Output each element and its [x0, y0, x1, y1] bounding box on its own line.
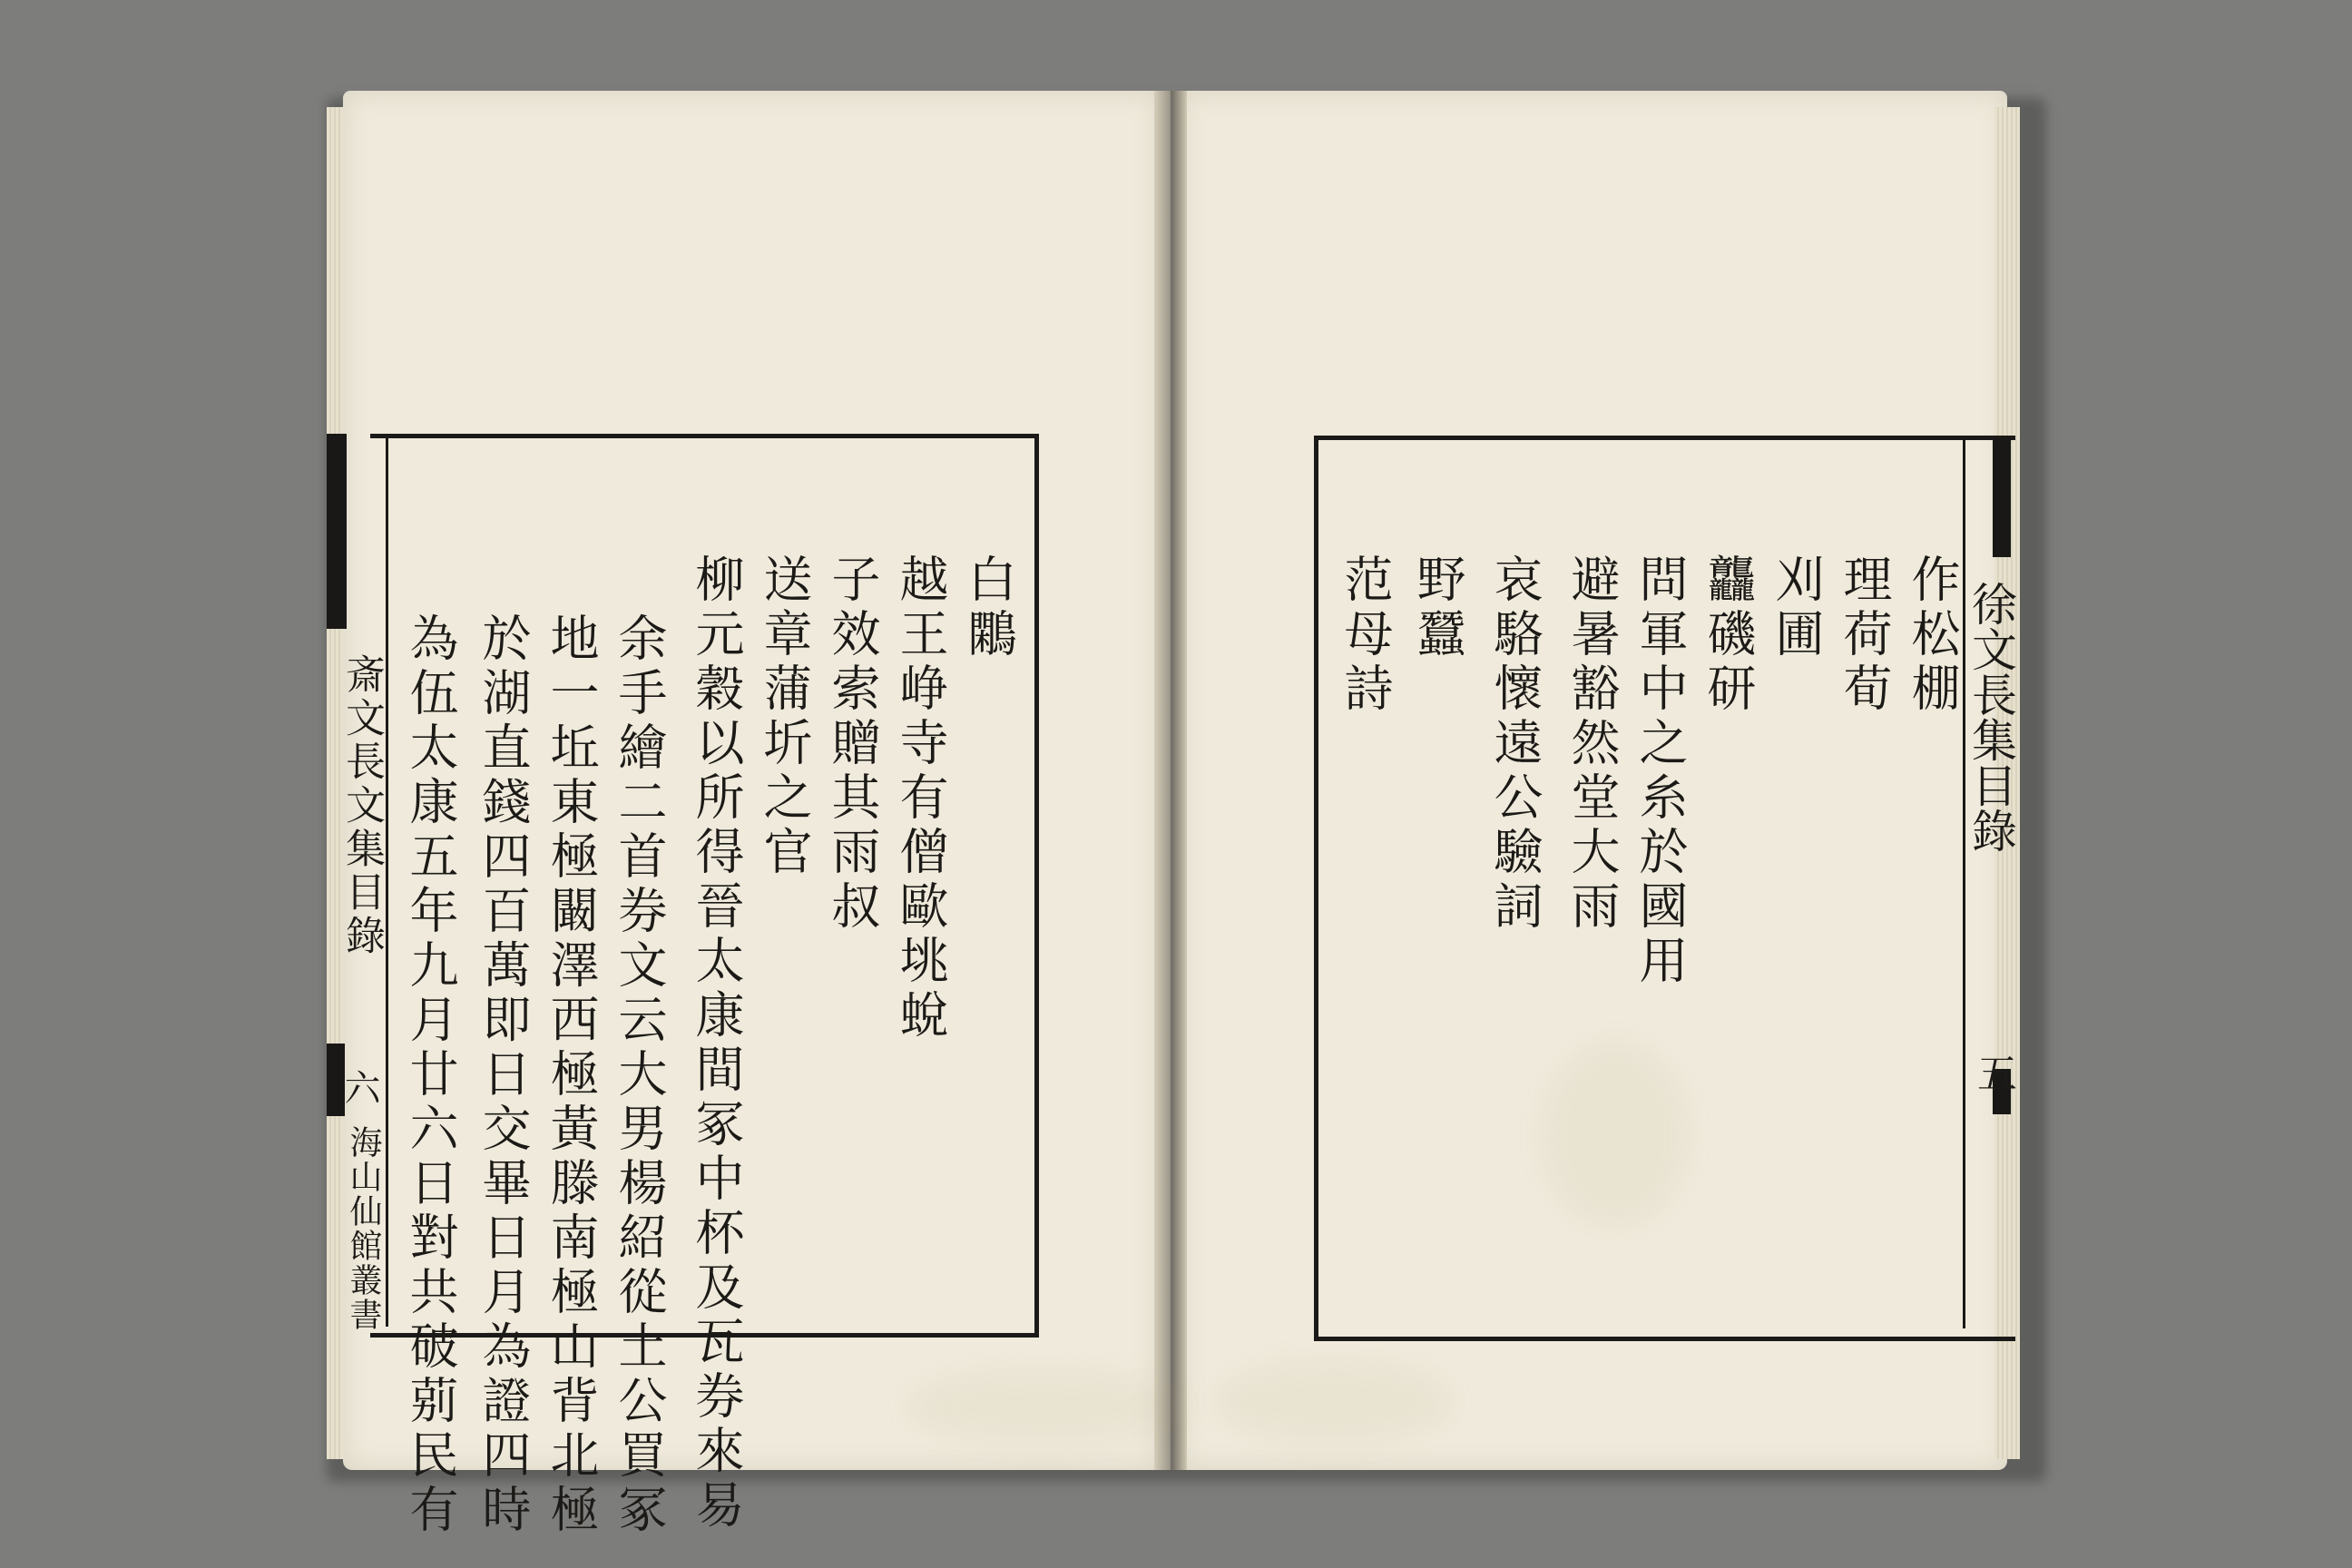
text-column: 范母詩: [1337, 554, 1394, 717]
text-column: 白鷴: [960, 554, 1017, 662]
text-column: 送章蒲圻之官: [756, 554, 813, 880]
text-column: 作松棚: [1904, 554, 1961, 717]
right-page-number: 五: [1970, 1053, 2016, 1093]
text-column: 為伍太康五年九月廿六日對共破莂民有: [402, 612, 459, 1538]
text-column: 理荷荀: [1836, 554, 1893, 717]
text-column: 余手繪二首券文云大男楊紹從土公買冢: [611, 612, 668, 1538]
left-margin-title: 斎文長文集目錄: [338, 653, 385, 958]
text-column: 避暑豁然堂大雨: [1563, 554, 1621, 935]
series-title: 海山仙館叢書: [345, 1125, 382, 1332]
text-column: 越王峥寺有僧歐垗蛻: [892, 554, 949, 1044]
paper-stain: [907, 1370, 1180, 1443]
right-margin-title: 徐文長集目錄: [1965, 581, 2017, 853]
text-column: 野蠶: [1409, 554, 1466, 662]
text-column: 於湖直錢四百萬即日交畢日月為證四時: [475, 612, 532, 1538]
text-column: 問軍中之糸於國用: [1632, 554, 1689, 989]
left-margin-rule: [386, 437, 388, 1327]
left-page-number: 六: [338, 1069, 380, 1109]
text-column: 柳元穀以所得晉太康間冢中杯及瓦券來易: [688, 554, 745, 1534]
fish-tail-mark-top: [1993, 439, 2011, 557]
paper-stain: [1216, 1361, 1452, 1443]
right-margin-rule: [1963, 439, 1965, 1328]
text-column: 龘磯研: [1700, 554, 1757, 717]
text-column: 刈圃: [1768, 554, 1825, 662]
text-column: 哀駱懷遠公驗詞: [1486, 554, 1544, 935]
fish-tail-mark-top: [327, 434, 347, 629]
text-column: 地一坵東極闞澤西極黃滕南極山背北極: [543, 612, 600, 1538]
book-gutter: [1154, 91, 1187, 1470]
text-column: 子效索贈其雨叔: [824, 554, 881, 935]
